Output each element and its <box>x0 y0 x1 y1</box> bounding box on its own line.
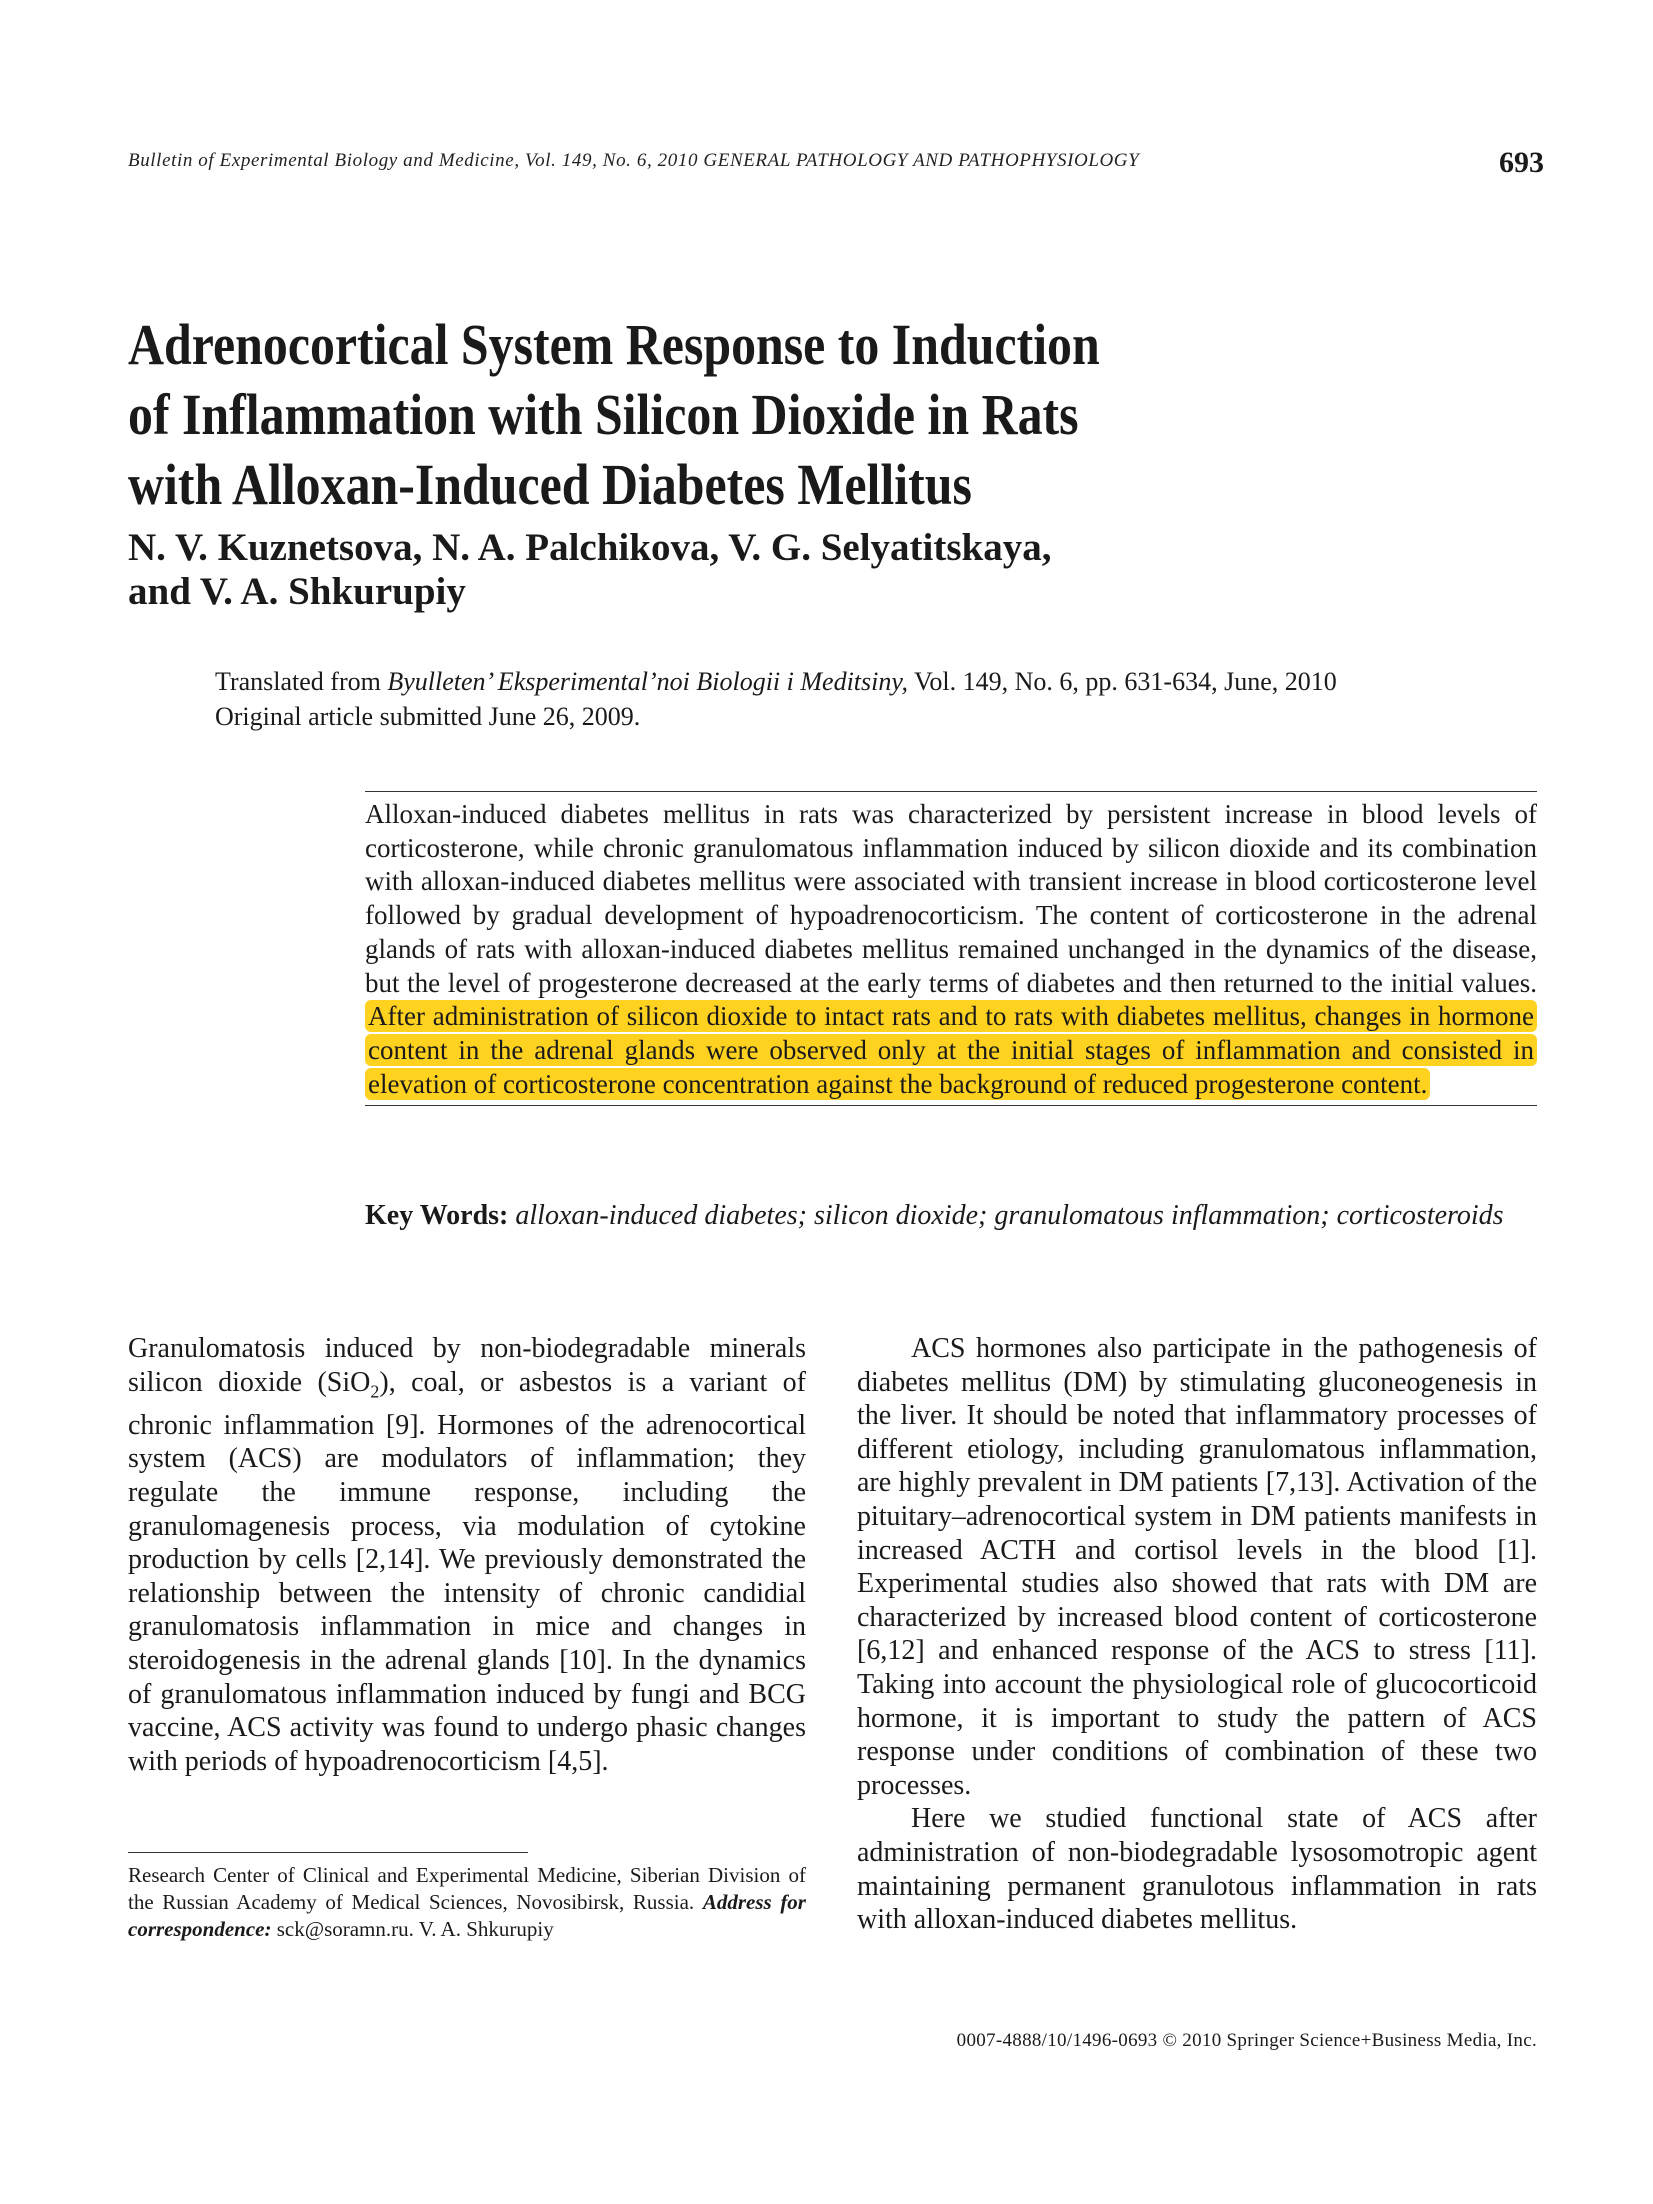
body-paragraph: Granulomatosis induced by non-biodegradable minerals silicon dioxide (SiO$_2$), coal, or asbestos is a variant of chronic inflammation [9]. Hormones of the adrenocortical system (ACS) are modulators of inflammation; they regulate the immune response, including the granulomagenesis process, via modulation of cytokine production by cells [2,14]. We previously demonstrated the relationship between the intensity of chronic candidial granulomatosis inflammation in mice and changes in steroidogenesis in the adrenal glands [10]. In the dynamics of granulomatous inflammation induced by fungi and BCG vaccine, ACS activity was found to undergo phasic changes with periods of hypoadrenocorticism [4,5]. <box>128 1333 807 1777</box>
abstract-highlight: After administration of silicon dioxide to intact rats and to rats with diabetes mellitus, changes in hormone content in the adrenal glands were observed only at the initial stages of inflammation and consisted in elevation of corticosterone concentration against the background of reduced progesterone content. <box>365 1000 1537 1099</box>
author-line: and V. A. Shkurupiy <box>128 570 466 613</box>
footnote-divider <box>128 1852 528 1853</box>
translation-note <box>215 664 1465 734</box>
footnote <box>128 1862 806 1943</box>
keywords-text: alloxan-induced diabetes; silicon dioxide; granulomatous inflammation; corticosteroids <box>515 1200 1504 1231</box>
title-line: with Alloxan-Induced Diabetes Mellitus <box>128 452 972 517</box>
author-line: N. V. Kuznetsova, N. A. Palchikova, V. G. Selyatitskaya, <box>128 526 1052 569</box>
submission-date: Original article submitted June 26, 2009. <box>215 702 641 731</box>
title-line: Adrenocortical System Response to Induction <box>128 312 1100 377</box>
author-list <box>128 526 1378 614</box>
translation-source: Translated from Byulleten’ Eksperimental’noi Biologii i Meditsiny, Vol. 149, No. 6, pp. 631-634, June, 2010 <box>215 667 1337 696</box>
subscript: 2 <box>370 1381 380 1402</box>
body-column-right <box>857 1332 1537 1937</box>
body-column-left <box>128 1332 806 1778</box>
page-number: 693 <box>1499 146 1544 179</box>
keywords <box>365 1198 1537 1233</box>
running-head: Bulletin of Experimental Biology and Medicine, Vol. 149, No. 6, 2010 GENERAL PATHOLOGY AND PATHOPHYSIOLOGY <box>128 150 1140 171</box>
abstract <box>365 791 1537 1106</box>
copyright-line: 0007-4888/10/1496-0693 © 2010 Springer Science+Business Media, Inc. <box>956 2030 1537 2051</box>
body-paragraph: ACS hormones also participate in the pathogenesis of diabetes mellitus (DM) by stimulating gluconeogenesis in the liver. It should be noted that inflammatory processes of different etiology, including granulomatous inflammation, are highly prevalent in DM patients [7,13]. Activation of the pituitary–adrenocortical system in DM patients manifests in increased ACTH and cortisol levels in the blood [1]. Experimental studies also showed that rats with DM are characterized by increased blood content of corticosterone [6,12] and enhanced response of the ACS to stress [11]. Taking into account the physiological role of glucocorticoid hormone, it is important to study the pattern of ACS response under conditions of combination of these two processes. <box>857 1333 1537 1801</box>
keywords-label: Key Words: <box>365 1200 509 1231</box>
address-label: Address for correspondence: <box>128 1890 806 1941</box>
address-text: sck@soramn.ru. V. A. Shkurupiy <box>271 1917 554 1941</box>
source-journal: Byulleten’ Eksperimental’noi Biologii i Meditsiny, <box>387 667 908 696</box>
title-line: of Inflammation with Silicon Dioxide in Rats <box>128 382 1079 447</box>
affiliation: Research Center of Clinical and Experimental Medicine, Siberian Division of the Russian Academy of Medical Sciences, Novosibirsk, Russia. <box>128 1863 806 1914</box>
abstract-plain: Alloxan-induced diabetes mellitus in rats was characterized by persistent increase in blood levels of corticosterone, while chronic granulomatous inflammation induced by silicon dioxide and its combination with alloxan-induced diabetes mellitus were associated with transient increase in blood corticosterone level followed by gradual development of hypoadrenocorticism. The content of corticosterone in the adrenal glands of rats with alloxan-induced diabetes mellitus remained unchanged in the dynamics of the disease, but the level of progesterone decreased at the early terms of diabetes and then returned to the initial values. <box>365 799 1537 998</box>
body-paragraph: Here we studied functional state of ACS after administration of non-biodegradable lysosomotropic agent maintaining permanent granulotous inflammation in rats with alloxan-induced diabetes mellitus. <box>857 1803 1537 1936</box>
article-title <box>128 310 1160 520</box>
abstract-text <box>365 798 1537 1101</box>
